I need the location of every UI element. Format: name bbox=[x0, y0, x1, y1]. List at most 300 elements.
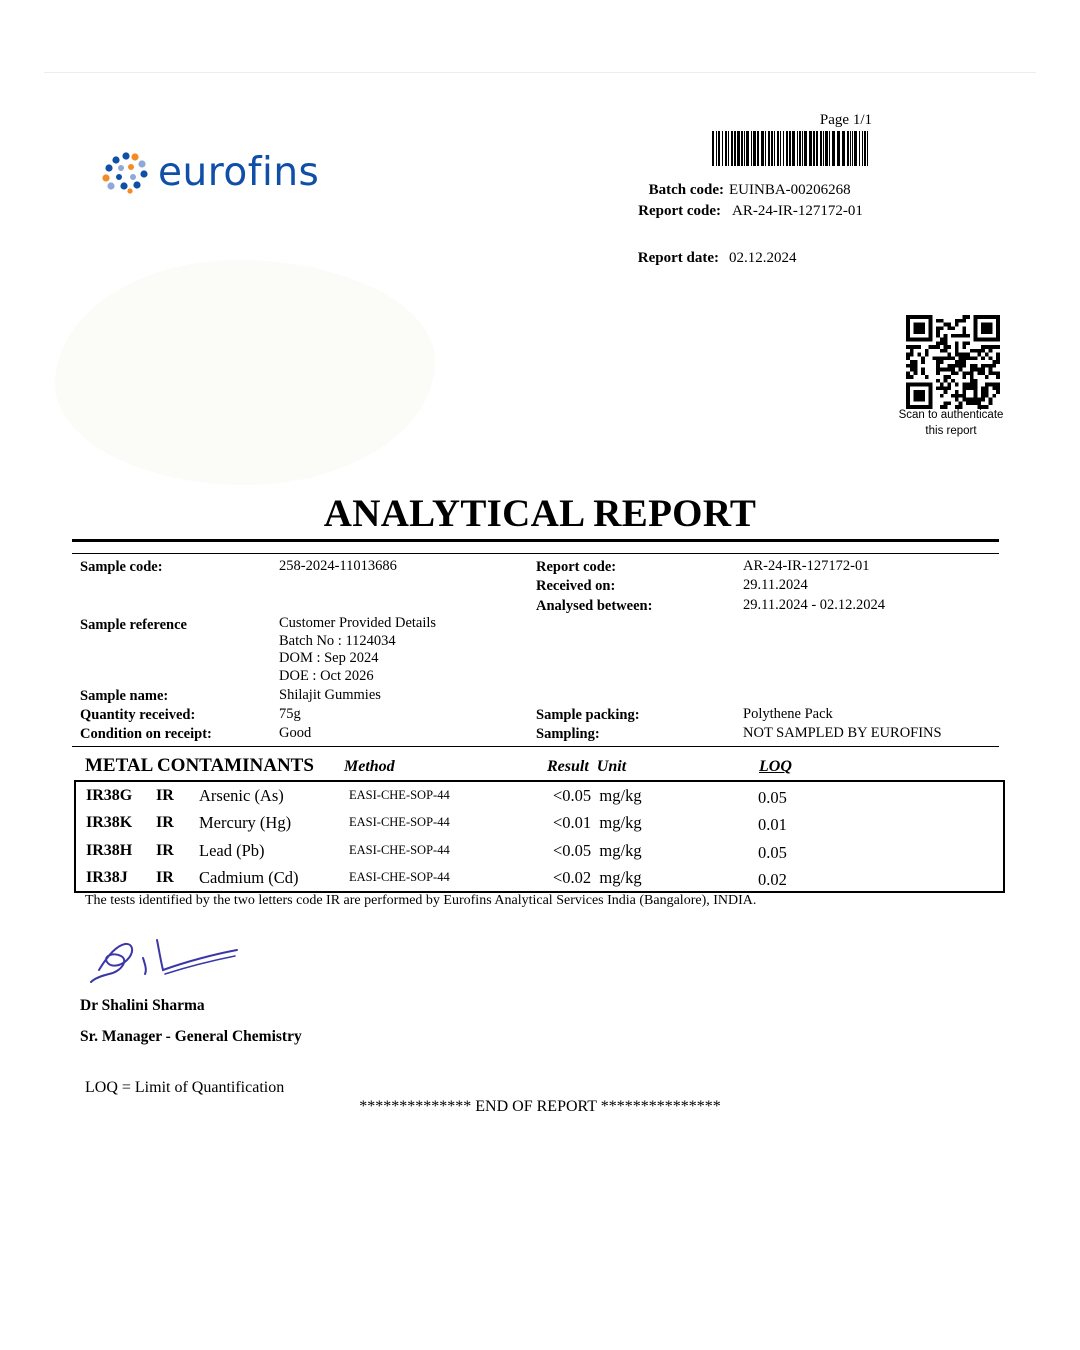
sample-name-value: Shilajit Gummies bbox=[279, 687, 381, 703]
qr-module bbox=[974, 394, 978, 398]
barcode-bar bbox=[867, 131, 868, 166]
parameter-name: Lead (Pb) bbox=[199, 841, 265, 860]
loq-value: 0.05 bbox=[758, 843, 787, 862]
table-row bbox=[76, 809, 1003, 836]
result-value: <0.02 mg/kg bbox=[553, 868, 642, 887]
qr-module bbox=[962, 394, 966, 398]
qr-code[interactable] bbox=[906, 315, 1000, 409]
report-date-value: 02.12.2024 bbox=[729, 250, 797, 266]
qr-module bbox=[970, 386, 974, 390]
barcode-bar bbox=[783, 131, 784, 166]
qr-module bbox=[917, 398, 921, 402]
qr-module bbox=[962, 375, 966, 379]
qr-module bbox=[917, 353, 921, 357]
qr-module bbox=[955, 390, 959, 394]
qr-module bbox=[996, 345, 1000, 349]
qr-module bbox=[962, 383, 966, 387]
eurofins-logo bbox=[102, 150, 319, 194]
qr-module bbox=[992, 338, 996, 342]
test-code: IR38K bbox=[86, 814, 133, 831]
qr-module bbox=[917, 338, 921, 342]
lab-note: The tests identified by the two letters code IR are performed by Eurofins Analytical Services India (Bangalore), INDIA. bbox=[85, 893, 757, 908]
received-on-label: Received on: bbox=[536, 578, 616, 594]
col-header-method: Method bbox=[344, 758, 395, 775]
qr-module bbox=[966, 356, 970, 360]
qr-module bbox=[906, 319, 910, 323]
barcode bbox=[712, 131, 870, 166]
signature bbox=[85, 930, 245, 990]
qr-module bbox=[944, 375, 948, 379]
loq-definition: LOQ = Limit of Quantification bbox=[85, 1079, 285, 1096]
qr-module bbox=[962, 326, 966, 330]
qr-module bbox=[985, 330, 989, 334]
lab-code: IR bbox=[156, 814, 174, 831]
qr-module bbox=[906, 383, 910, 387]
qr-module bbox=[970, 364, 974, 368]
qr-module bbox=[921, 360, 925, 364]
qr-module bbox=[996, 375, 1000, 379]
qr-module bbox=[944, 390, 948, 394]
qr-module bbox=[906, 326, 910, 330]
sample-reference-block bbox=[279, 615, 436, 686]
qr-module bbox=[989, 398, 993, 402]
qr-module bbox=[921, 394, 925, 398]
barcode-bar bbox=[852, 131, 853, 166]
reference-line: Batch No : 1124034 bbox=[279, 632, 396, 649]
barcode-bar bbox=[823, 131, 824, 166]
qr-module bbox=[921, 356, 925, 360]
sample-packing-label: Sample packing: bbox=[536, 707, 640, 723]
report-date-label: Report date: bbox=[637, 250, 719, 266]
qr-module bbox=[989, 401, 993, 405]
qr-module bbox=[906, 375, 910, 379]
barcode-bar bbox=[765, 131, 766, 166]
qr-module bbox=[940, 368, 944, 372]
qr-module bbox=[970, 401, 974, 405]
qr-module bbox=[970, 356, 974, 360]
qr-module bbox=[925, 349, 929, 353]
qr-module bbox=[992, 315, 996, 319]
signatory-title: Sr. Manager - General Chemistry bbox=[80, 1028, 302, 1045]
qr-module bbox=[974, 326, 978, 330]
qr-module bbox=[936, 319, 940, 323]
qr-module bbox=[981, 390, 985, 394]
qr-module bbox=[989, 368, 993, 372]
qr-module bbox=[981, 398, 985, 402]
barcode-bar bbox=[768, 131, 770, 166]
received-on-value: 29.11.2024 bbox=[743, 577, 808, 593]
qr-module bbox=[981, 394, 985, 398]
loq-value: 0.01 bbox=[758, 815, 787, 834]
qr-module bbox=[970, 368, 974, 372]
reference-line: Customer Provided Details bbox=[279, 615, 437, 631]
qr-module bbox=[921, 398, 925, 402]
qr-module bbox=[977, 368, 981, 372]
quantity-label: Quantity received: bbox=[80, 707, 196, 723]
loq-value: 0.02 bbox=[758, 870, 787, 889]
qr-module bbox=[951, 364, 955, 368]
qr-module bbox=[970, 375, 974, 379]
qr-module bbox=[962, 334, 966, 338]
qr-module bbox=[981, 349, 985, 353]
qr-module bbox=[996, 338, 1000, 342]
qr-caption bbox=[886, 407, 1016, 439]
qr-module bbox=[910, 375, 914, 379]
qr-module bbox=[959, 368, 963, 372]
qr-module bbox=[962, 341, 966, 345]
qr-module bbox=[974, 401, 978, 405]
qr-module bbox=[966, 315, 970, 319]
qr-module bbox=[996, 353, 1000, 357]
barcode-bar bbox=[862, 131, 863, 166]
qr-module bbox=[970, 349, 974, 353]
report-title: ANALYTICAL REPORT bbox=[323, 492, 757, 535]
sample-reference-label: Sample reference bbox=[80, 617, 187, 633]
barcode-bar bbox=[725, 131, 727, 166]
qr-module bbox=[921, 368, 925, 372]
qr-module bbox=[910, 353, 914, 357]
qr-module bbox=[906, 401, 910, 405]
reference-line: DOE : Oct 2026 bbox=[279, 668, 374, 685]
qr-module bbox=[996, 371, 1000, 375]
qr-module bbox=[966, 383, 970, 387]
result-value: <0.05 mg/kg bbox=[553, 841, 642, 860]
qr-module bbox=[974, 379, 978, 383]
qr-module bbox=[977, 401, 981, 405]
qr-caption-line2: this report bbox=[925, 425, 977, 437]
barcode-bar bbox=[780, 131, 781, 166]
qr-module bbox=[981, 371, 985, 375]
quantity-value: 75g bbox=[279, 706, 301, 722]
barcode-bar bbox=[771, 131, 773, 166]
qr-module bbox=[974, 330, 978, 334]
qr-module bbox=[944, 349, 948, 353]
qr-module bbox=[944, 368, 948, 372]
qr-module bbox=[947, 383, 951, 387]
qr-module bbox=[962, 319, 966, 323]
barcode-bar bbox=[718, 131, 720, 166]
qr-module bbox=[906, 334, 910, 338]
qr-module bbox=[925, 375, 929, 379]
barcode-bar bbox=[802, 131, 803, 166]
qr-module bbox=[914, 330, 918, 334]
qr-module bbox=[940, 386, 944, 390]
qr-module bbox=[992, 371, 996, 375]
qr-module bbox=[951, 379, 955, 383]
qr-module bbox=[974, 368, 978, 372]
barcode-bar bbox=[744, 131, 745, 166]
qr-module bbox=[929, 398, 933, 402]
qr-module bbox=[974, 323, 978, 327]
reference-line: DOM : Sep 2024 bbox=[279, 650, 379, 667]
qr-module bbox=[936, 371, 940, 375]
qr-module bbox=[955, 398, 959, 402]
qr-module bbox=[962, 390, 966, 394]
qr-module bbox=[989, 356, 993, 360]
qr-module bbox=[914, 368, 918, 372]
qr-module bbox=[974, 383, 978, 387]
qr-module bbox=[985, 383, 989, 387]
qr-module bbox=[955, 349, 959, 353]
barcode-bar bbox=[804, 131, 807, 166]
qr-module bbox=[962, 345, 966, 349]
qr-module bbox=[962, 356, 966, 360]
col-header-result-unit: Result Unit bbox=[547, 758, 627, 775]
qr-module bbox=[944, 341, 948, 345]
qr-module bbox=[944, 386, 948, 390]
qr-module bbox=[981, 326, 985, 330]
qr-module bbox=[985, 394, 989, 398]
qr-module bbox=[955, 383, 959, 387]
qr-module bbox=[917, 345, 921, 349]
qr-module bbox=[970, 398, 974, 402]
qr-module bbox=[985, 364, 989, 368]
qr-module bbox=[947, 368, 951, 372]
qr-module bbox=[925, 315, 929, 319]
lab-code: IR bbox=[156, 787, 174, 804]
qr-module bbox=[989, 315, 993, 319]
barcode-bar bbox=[722, 131, 723, 166]
qr-module bbox=[981, 330, 985, 334]
qr-module bbox=[992, 386, 996, 390]
qr-module bbox=[981, 386, 985, 390]
qr-module bbox=[936, 364, 940, 368]
qr-module bbox=[929, 315, 933, 319]
test-code: IR38G bbox=[86, 787, 133, 804]
barcode-bar bbox=[731, 131, 733, 166]
qr-module bbox=[989, 371, 993, 375]
qr-module bbox=[955, 353, 959, 357]
qr-module bbox=[989, 349, 993, 353]
qr-module bbox=[936, 341, 940, 345]
qr-module bbox=[910, 360, 914, 364]
qr-module bbox=[947, 356, 951, 360]
test-code: IR38J bbox=[86, 869, 128, 886]
table-row bbox=[76, 837, 1003, 864]
qr-module bbox=[929, 319, 933, 323]
qr-module bbox=[981, 368, 985, 372]
report-code-label: Report code: bbox=[638, 203, 721, 219]
qr-module bbox=[929, 338, 933, 342]
qr-module bbox=[947, 353, 951, 357]
qr-module bbox=[974, 338, 978, 342]
info-top-rule bbox=[72, 553, 999, 554]
barcode-bar bbox=[786, 131, 788, 166]
barcode-bar bbox=[777, 131, 779, 166]
barcode-bar bbox=[737, 131, 740, 166]
qr-module bbox=[917, 330, 921, 334]
qr-module bbox=[936, 360, 940, 364]
results-table bbox=[74, 780, 1005, 893]
qr-module bbox=[992, 360, 996, 364]
qr-module bbox=[906, 323, 910, 327]
qr-module bbox=[910, 345, 914, 349]
qr-module bbox=[977, 353, 981, 357]
qr-module bbox=[951, 334, 955, 338]
qr-module bbox=[951, 368, 955, 372]
table-row bbox=[76, 864, 1003, 891]
lab-code: IR bbox=[156, 869, 174, 886]
qr-module bbox=[944, 338, 948, 342]
qr-module bbox=[947, 326, 951, 330]
barcode-bar bbox=[746, 131, 749, 166]
barcode-bar bbox=[850, 131, 851, 166]
qr-module bbox=[974, 364, 978, 368]
barcode-bar bbox=[837, 131, 840, 166]
qr-module bbox=[917, 390, 921, 394]
qr-module bbox=[977, 315, 981, 319]
report-code-value: AR-24-IR-127172-01 bbox=[732, 203, 863, 219]
qr-module bbox=[977, 371, 981, 375]
qr-module bbox=[940, 383, 944, 387]
qr-module bbox=[917, 394, 921, 398]
qr-module bbox=[981, 323, 985, 327]
qr-module bbox=[914, 345, 918, 349]
qr-module bbox=[959, 334, 963, 338]
qr-module bbox=[981, 315, 985, 319]
qr-module bbox=[947, 401, 951, 405]
qr-module bbox=[989, 330, 993, 334]
qr-module bbox=[989, 326, 993, 330]
qr-module bbox=[992, 364, 996, 368]
qr-module bbox=[985, 353, 989, 357]
sample-name-label: Sample name: bbox=[80, 688, 169, 704]
qr-module bbox=[906, 315, 910, 319]
qr-module bbox=[936, 326, 940, 330]
qr-module bbox=[974, 398, 978, 402]
qr-module bbox=[906, 394, 910, 398]
method-code: EASI-CHE-SOP-44 bbox=[349, 815, 450, 829]
qr-module bbox=[996, 383, 1000, 387]
qr-module bbox=[944, 334, 948, 338]
qr-module bbox=[906, 330, 910, 334]
qr-module bbox=[981, 364, 985, 368]
barcode-bar bbox=[753, 131, 756, 166]
qr-module bbox=[985, 345, 989, 349]
parameter-name: Arsenic (As) bbox=[199, 786, 284, 805]
qr-module bbox=[921, 315, 925, 319]
info-report-code-value: AR-24-IR-127172-01 bbox=[743, 558, 870, 574]
qr-module bbox=[981, 345, 985, 349]
info-report-code-label: Report code: bbox=[536, 559, 617, 575]
qr-module bbox=[977, 349, 981, 353]
qr-module bbox=[989, 383, 993, 387]
qr-module bbox=[906, 390, 910, 394]
qr-module bbox=[921, 383, 925, 387]
qr-module bbox=[906, 364, 910, 368]
qr-module bbox=[959, 364, 963, 368]
qr-caption-line1: Scan to authenticate bbox=[898, 409, 1004, 421]
qr-module bbox=[996, 315, 1000, 319]
qr-module bbox=[959, 401, 963, 405]
end-of-report: ************** END OF REPORT *************** bbox=[359, 1098, 721, 1115]
sample-code-label: Sample code: bbox=[80, 559, 163, 575]
qr-module bbox=[944, 401, 948, 405]
barcode-bar bbox=[842, 131, 845, 166]
qr-module bbox=[996, 360, 1000, 364]
barcode-bar bbox=[829, 131, 830, 166]
qr-module bbox=[966, 401, 970, 405]
qr-module bbox=[936, 334, 940, 338]
qr-module bbox=[955, 394, 959, 398]
qr-module bbox=[996, 319, 1000, 323]
qr-module bbox=[936, 356, 940, 360]
qr-module bbox=[929, 390, 933, 394]
qr-module bbox=[959, 394, 963, 398]
qr-module bbox=[955, 341, 959, 345]
qr-module bbox=[925, 338, 929, 342]
test-code: IR38H bbox=[86, 842, 133, 859]
title-rule bbox=[72, 539, 999, 542]
page-number: Page 1/1 bbox=[819, 112, 872, 128]
qr-module bbox=[906, 356, 910, 360]
qr-module bbox=[959, 356, 963, 360]
qr-module bbox=[914, 371, 918, 375]
qr-module bbox=[940, 349, 944, 353]
qr-module bbox=[985, 315, 989, 319]
qr-module bbox=[940, 360, 944, 364]
qr-module bbox=[966, 334, 970, 338]
barcode-bar bbox=[797, 131, 798, 166]
parameter-name: Cadmium (Cd) bbox=[199, 868, 299, 887]
qr-module bbox=[910, 368, 914, 372]
info-bottom-rule bbox=[72, 746, 999, 747]
batch-code-label: Batch code: bbox=[648, 182, 724, 198]
qr-module bbox=[906, 353, 910, 357]
qr-module bbox=[951, 326, 955, 330]
qr-module bbox=[940, 356, 944, 360]
barcode-bar bbox=[741, 131, 743, 166]
qr-module bbox=[906, 386, 910, 390]
result-value: <0.05 mg/kg bbox=[553, 786, 642, 805]
batch-code-value: EUINBA-00206268 bbox=[729, 182, 851, 198]
barcode-bar bbox=[809, 131, 812, 166]
qr-module bbox=[955, 345, 959, 349]
barcode-bar bbox=[854, 131, 857, 166]
barcode-bar bbox=[792, 131, 795, 166]
qr-module bbox=[989, 338, 993, 342]
qr-module bbox=[959, 360, 963, 364]
qr-module bbox=[932, 356, 936, 360]
method-code: EASI-CHE-SOP-44 bbox=[349, 870, 450, 884]
col-header-loq: LOQ bbox=[759, 758, 792, 775]
qr-module bbox=[955, 323, 959, 327]
logo-wordmark: eurofins bbox=[158, 149, 320, 195]
qr-module bbox=[974, 390, 978, 394]
qr-module bbox=[970, 383, 974, 387]
qr-module bbox=[929, 386, 933, 390]
qr-module bbox=[977, 398, 981, 402]
qr-module bbox=[929, 330, 933, 334]
qr-module bbox=[992, 383, 996, 387]
qr-module bbox=[914, 323, 918, 327]
qr-module bbox=[970, 379, 974, 383]
qr-module bbox=[970, 371, 974, 375]
qr-module bbox=[940, 394, 944, 398]
eurofins-dots-icon bbox=[102, 150, 150, 194]
qr-module bbox=[906, 345, 910, 349]
qr-module bbox=[936, 368, 940, 372]
qr-module bbox=[944, 379, 948, 383]
qr-module bbox=[921, 326, 925, 330]
condition-value: Good bbox=[279, 725, 312, 741]
qr-module bbox=[955, 334, 959, 338]
parameter-name: Mercury (Hg) bbox=[199, 813, 292, 832]
qr-module bbox=[925, 383, 929, 387]
qr-module bbox=[910, 315, 914, 319]
qr-module bbox=[977, 338, 981, 342]
qr-module bbox=[936, 386, 940, 390]
